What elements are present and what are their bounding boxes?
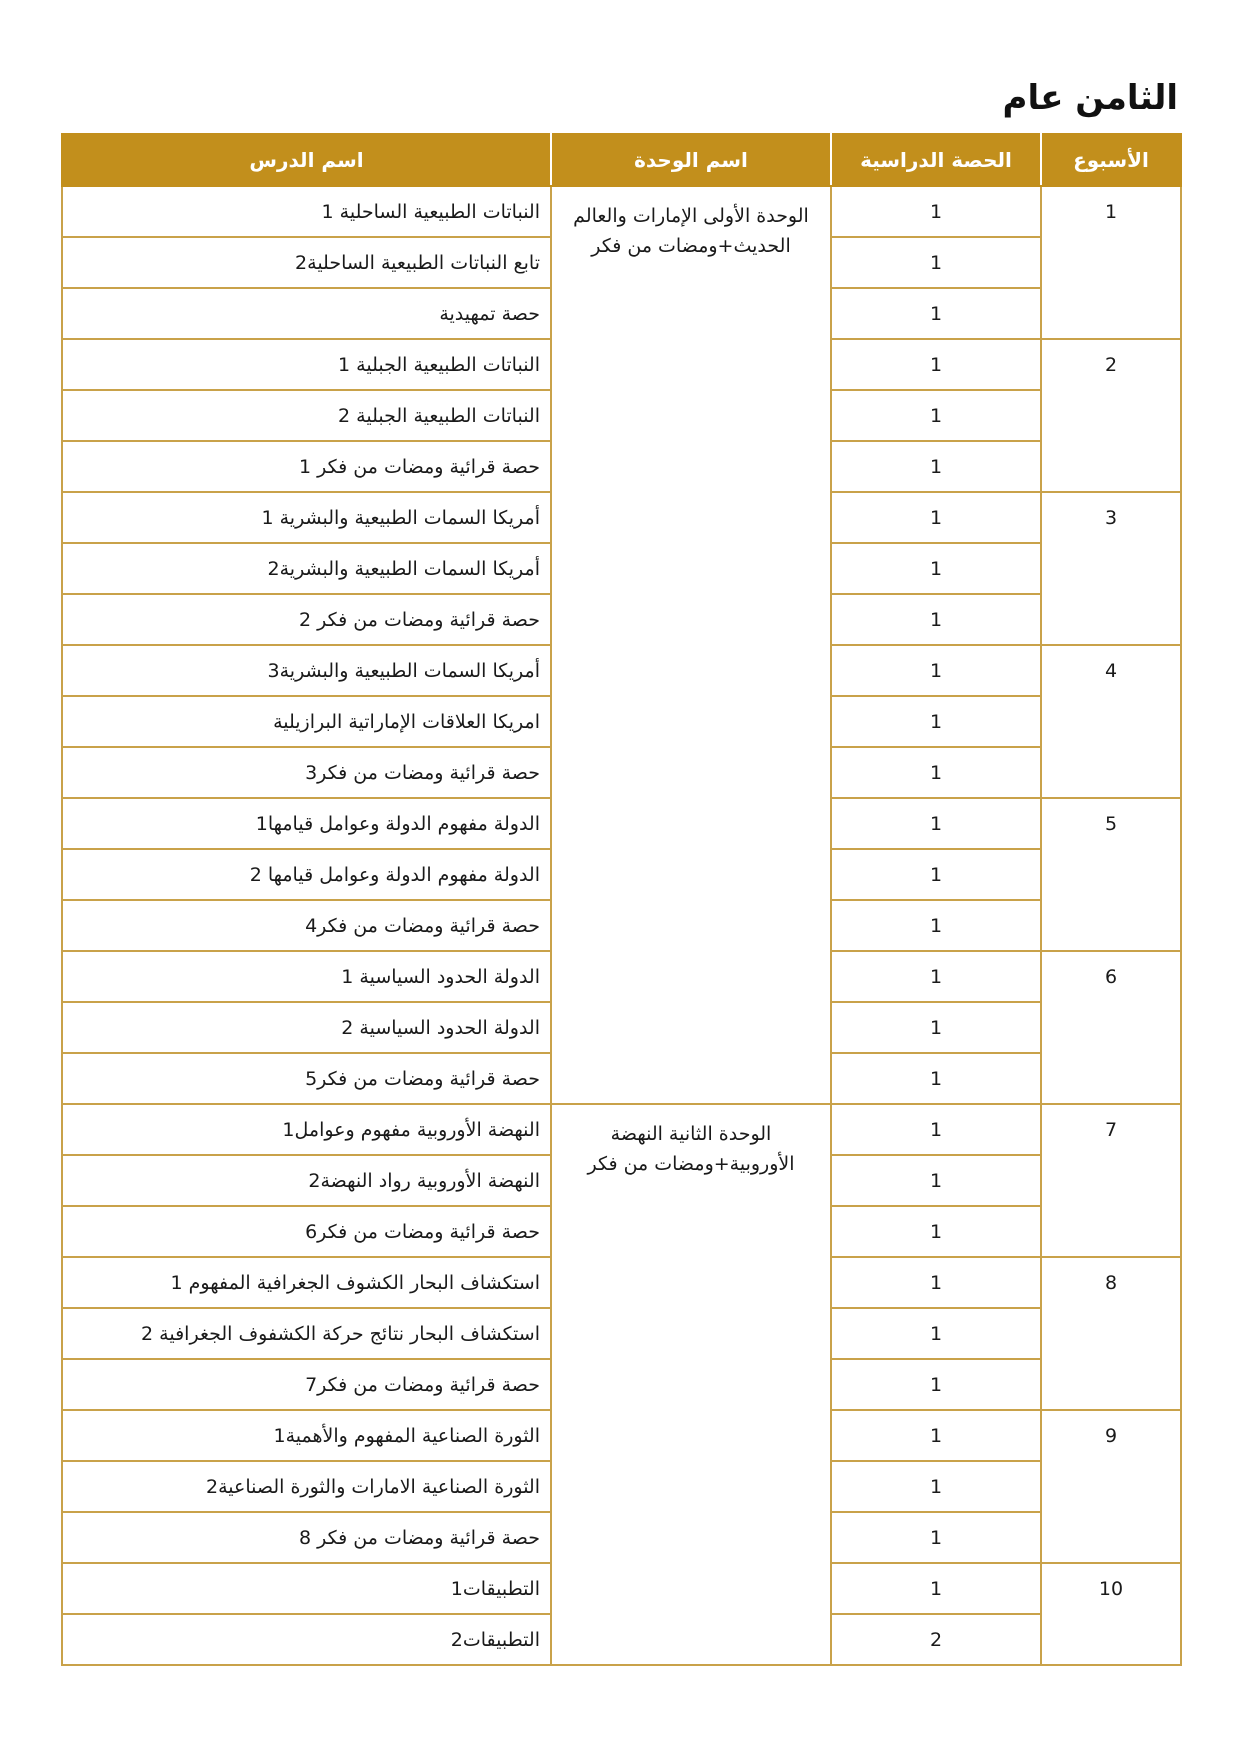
period-count: 1	[831, 1308, 1041, 1359]
week-number: 6	[1041, 951, 1181, 1104]
lesson-name: النباتات الطبيعية الجبلية 2	[62, 390, 551, 441]
lesson-name: حصة قرائية ومضات من فكر5	[62, 1053, 551, 1104]
header-row	[62, 134, 1181, 186]
week-number: 7	[1041, 1104, 1181, 1257]
period-count: 1	[831, 1257, 1041, 1308]
period-count: 1	[831, 1461, 1041, 1512]
period-count: 1	[831, 1512, 1041, 1563]
lesson-name: استكشاف البحار الكشوف الجغرافية المفهوم 1	[62, 1257, 551, 1308]
lesson-name: حصة قرائية ومضات من فكر4	[62, 900, 551, 951]
period-count: 1	[831, 186, 1041, 237]
lesson-name: تابع النباتات الطبيعية الساحلية2	[62, 237, 551, 288]
week-number: 2	[1041, 339, 1181, 492]
week-number: 1	[1041, 186, 1181, 339]
period-count: 1	[831, 543, 1041, 594]
lesson-name: حصة قرائية ومضات من فكر 8	[62, 1512, 551, 1563]
lesson-name: النباتات الطبيعية الجبلية 1	[62, 339, 551, 390]
period-count: 1	[831, 1104, 1041, 1155]
lesson-name: الثورة الصناعية الامارات والثورة الصناعية2	[62, 1461, 551, 1512]
period-count: 1	[831, 441, 1041, 492]
lesson-name: النهضة الأوروبية مفهوم وعوامل1	[62, 1104, 551, 1155]
period-count: 1	[831, 1053, 1041, 1104]
lesson-name: الثورة الصناعية المفهوم والأهمية1	[62, 1410, 551, 1461]
period-count: 1	[831, 900, 1041, 951]
period-count: 1	[831, 1563, 1041, 1614]
lesson-name: أمريكا السمات الطبيعية والبشرية 1	[62, 492, 551, 543]
week-number: 9	[1041, 1410, 1181, 1563]
unit-name: الوحدة الثانية النهضة الأوروبية+ومضات من فكر	[551, 1104, 831, 1665]
period-count: 1	[831, 849, 1041, 900]
week-number: 5	[1041, 798, 1181, 951]
lesson-name: التطبيقات2	[62, 1614, 551, 1665]
period-count: 1	[831, 1206, 1041, 1257]
header-lesson: اسم الدرس	[62, 134, 551, 186]
period-count: 1	[831, 951, 1041, 1002]
unit-name: الوحدة الأولى الإمارات والعالم الحديث+ومضات من فكر	[551, 186, 831, 1104]
lesson-name: الدولة الحدود السياسية 1	[62, 951, 551, 1002]
lesson-name: التطبيقات1	[62, 1563, 551, 1614]
lesson-name: حصة قرائية ومضات من فكر 2	[62, 594, 551, 645]
period-count: 1	[831, 339, 1041, 390]
lesson-name: الدولة مفهوم الدولة وعوامل قيامها1	[62, 798, 551, 849]
lesson-name: أمريكا السمات الطبيعية والبشرية2	[62, 543, 551, 594]
period-count: 1	[831, 1002, 1041, 1053]
lesson-name: النباتات الطبيعية الساحلية 1	[62, 186, 551, 237]
lesson-name: حصة قرائية ومضات من فكر6	[62, 1206, 551, 1257]
schedule-table	[61, 133, 1182, 1666]
week-number: 3	[1041, 492, 1181, 645]
period-count: 1	[831, 798, 1041, 849]
lesson-name: الدولة مفهوم الدولة وعوامل قيامها 2	[62, 849, 551, 900]
table-row	[62, 1104, 1181, 1155]
lesson-name: النهضة الأوروبية رواد النهضة2	[62, 1155, 551, 1206]
period-count: 1	[831, 1155, 1041, 1206]
lesson-name: حصة قرائية ومضات من فكر 1	[62, 441, 551, 492]
header-period: الحصة الدراسية	[831, 134, 1041, 186]
table-header	[62, 134, 1181, 186]
lesson-name: أمريكا السمات الطبيعية والبشرية3	[62, 645, 551, 696]
period-count: 1	[831, 237, 1041, 288]
table-row	[62, 186, 1181, 237]
week-number: 8	[1041, 1257, 1181, 1410]
period-count: 1	[831, 1359, 1041, 1410]
lesson-name: امريكا العلاقات الإماراتية البرازيلية	[62, 696, 551, 747]
lesson-name: الدولة الحدود السياسية 2	[62, 1002, 551, 1053]
week-number: 10	[1041, 1563, 1181, 1665]
period-count: 1	[831, 288, 1041, 339]
header-week: الأسبوع	[1041, 134, 1181, 186]
period-count: 1	[831, 390, 1041, 441]
header-unit: اسم الوحدة	[551, 134, 831, 186]
lesson-name: حصة قرائية ومضات من فكر7	[62, 1359, 551, 1410]
period-count: 1	[831, 492, 1041, 543]
week-number: 4	[1041, 645, 1181, 798]
table-body	[62, 186, 1181, 1665]
period-count: 1	[831, 594, 1041, 645]
lesson-name: استكشاف البحار نتائج حركة الكشفوف الجغرافية 2	[62, 1308, 551, 1359]
lesson-name: حصة قرائية ومضات من فكر3	[62, 747, 551, 798]
period-count: 1	[831, 696, 1041, 747]
lesson-name: حصة تمهيدية	[62, 288, 551, 339]
page-title: الثامن عام	[1002, 78, 1178, 118]
period-count: 1	[831, 747, 1041, 798]
period-count: 1	[831, 645, 1041, 696]
period-count: 1	[831, 1410, 1041, 1461]
period-count: 2	[831, 1614, 1041, 1665]
